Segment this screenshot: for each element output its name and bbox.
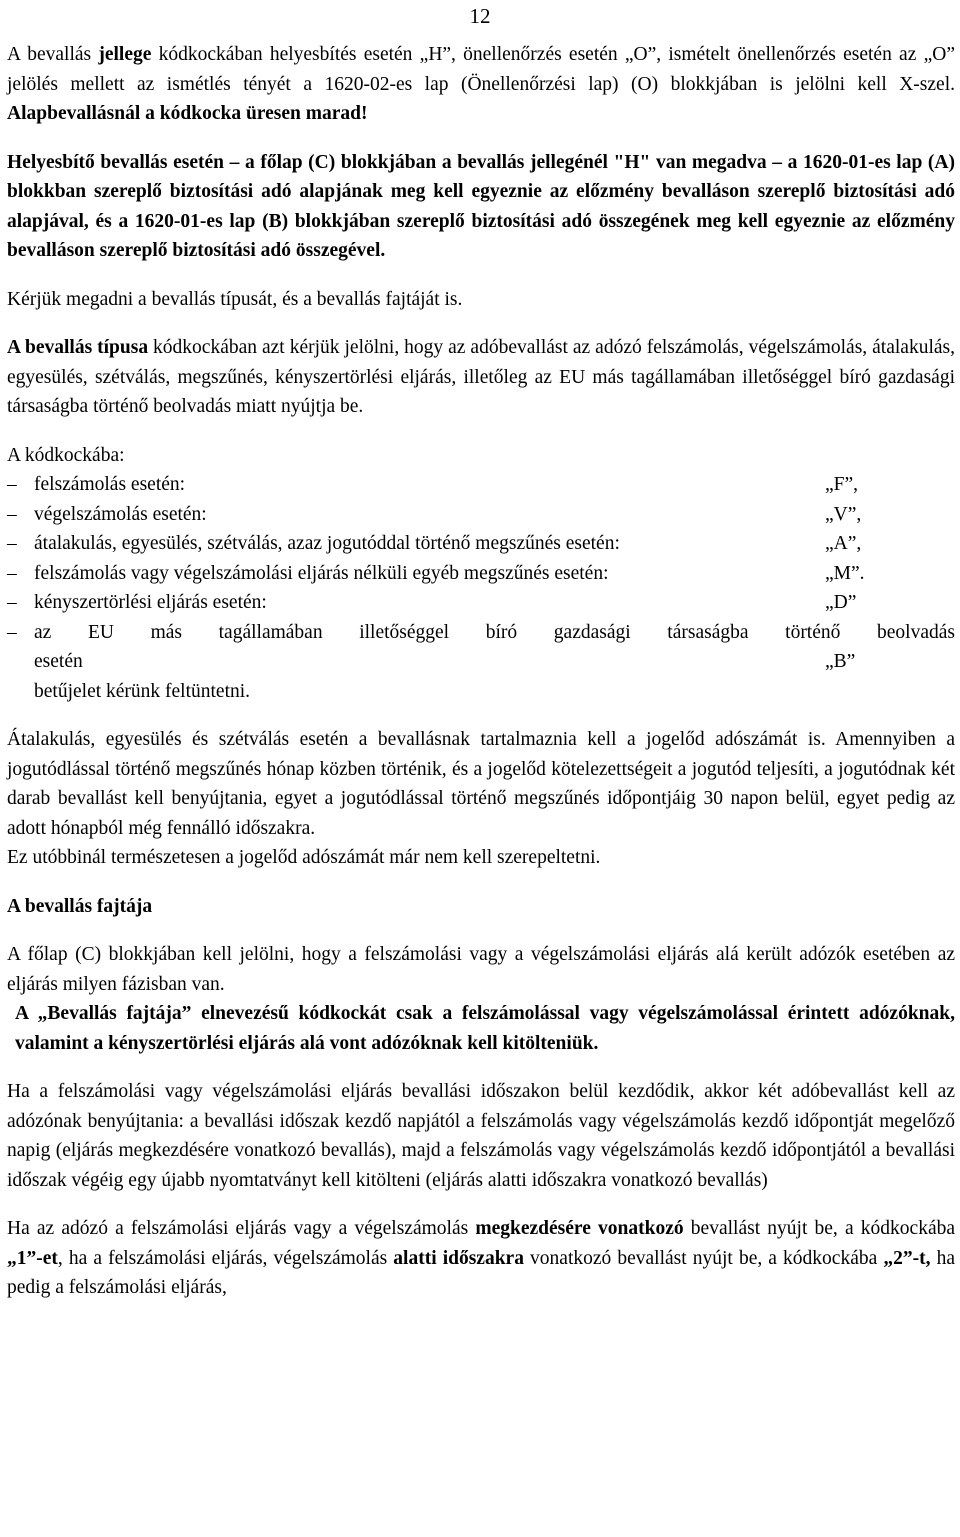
document-body [7,40,955,1303]
list-tail: betűjelet kérünk feltüntetni. [34,680,251,702]
list-item-code: „V”, [825,503,862,525]
dash-bullet: – [7,621,17,643]
section-heading-fajtaja: A bevallás fajtája [7,895,153,917]
bold-term: alatti időszakra [393,1247,524,1269]
paragraph-jogelod-note: Ez utóbbinál természetesen a jogelőd adószámát már nem kell szerepeltetni. [7,847,601,868]
text: A bevallás [7,44,99,65]
paragraph-tipusa [7,333,955,422]
list-item [7,500,955,530]
text: Ha az adózó a felszámolási eljárás vagy a végelszámolás [7,1218,476,1239]
paragraph-folap: A főlap (C) blokkjában kell jelölni, hogy a felszámolási vagy a végelszámolási eljárás alá került adózók esetében az eljárás milyen fázisban van. [7,944,955,995]
paragraph-kodkocka-ertekek [7,1214,955,1303]
dash-bullet: – [7,592,17,613]
list-intro: A kódkockába: [7,444,125,466]
list-item-code: „D” [825,592,857,613]
bold-term-tipusa: A bevallás típusa [7,337,149,358]
list-item-text: végelszámolás esetén: [34,503,207,525]
text: bevallást nyújt be, a kódkockába [683,1218,956,1239]
dash-bullet: – [7,503,17,525]
list-item-text [34,618,955,677]
text: kódkockában helyesbítés esetén „H”, önellenőrzés esetén „O”, ismételt önellenőrzés esetén az „O” jelölés mellett az ismétlés tényét a 1620-02-es lap (Önellenőrzési lap) (O) blokkjában is jelölni kell X-szel. [7,44,955,95]
list-item-text: kényszertörlési eljárás esetén: [34,592,267,613]
bold-term-jellege: jellege [98,44,152,65]
list-item [7,529,955,559]
list-item-line: esetén [34,651,83,672]
list-item-code: „F”, [825,474,859,495]
paragraph-fajtaja-rule: A „Bevallás fajtája” elnevezésű kódkockát csak a felszámolással vagy végelszámolással érintett adózóknak, valamint a kényszertörlési eljárás alá vont adózóknak kell kitölteniük. [15,1003,955,1054]
list-item-text: felszámolás esetén: [34,474,186,495]
list-item-code: „B” [825,651,856,672]
list-item-code: „M”. [825,562,865,584]
dash-bullet: – [7,474,17,495]
paragraph-helyesbito: Helyesbítő bevallás esetén – a főlap (C) blokkjában a bevallás jellegénél "H" van megadva – a 1620-01-es lap (A) blokkban szereplő biztosítási adó alapjának meg kell egyeznie az előzmény bevalláson szereplő biztosítási adó alapjával, és a 1620-01-es lap (B) blokkjában szereplő biztosítási adó összegének meg kell egyeznie az előzmény bevalláson szereplő biztosítási adó összegével. [7,151,955,261]
list-item-line: az EU más tagállamában illetőséggel bíró gazdasági társaságba történő beolvadás [34,621,955,643]
paragraph-ket-bevallas: Ha a felszámolási vagy végelszámolási eljárás bevallási időszakon belül kezdődik, akkor két adóbevallást kell az adózónak benyújtania: a bevallási időszak kezdő napjától a felszámolás vagy végelszámolás kezdő időpontját megelőző napig (eljárás megkezdésére vonatkozó bevallás), majd a felszámolás vagy végelszámolás kezdő időpontjától a bevallási időszak végéig egy újabb nyomtatványt kell kitölteni (eljárás alatti időszakra vonatkozó bevallás) [7,1081,955,1191]
dash-bullet: – [7,533,17,554]
list-item-text: átalakulás, egyesülés, szétválás, azaz jogutóddal történő megszűnés esetén: [34,533,620,554]
paragraph-request: Kérjük megadni a bevallás típusát, és a bevallás fajtáját is. [7,288,463,310]
text: ha pedig a felszámolási eljárás, [7,1247,955,1298]
list-item-line-row [34,647,955,677]
page-number: 12 [469,4,491,28]
text: kódkockában azt kérjük jelölni, hogy az adóbevallást az adózó felszámolás, végelszámolás, átalakulás, egyesülés, szétválás, megszűnés, kényszertörlési eljárás, illetőleg az EU más tagállamában illetőséggel bíró gazdasági társaságba történő beolvadás miatt nyújtja be. [7,337,955,417]
list-item [7,618,955,677]
bold-code-2: „2”-t, [883,1247,931,1269]
list-item [7,588,955,618]
bold-code-1: „1”-et [7,1247,58,1269]
list-item-text: felszámolás vagy végelszámolási eljárás nélküli egyéb megszűnés esetén: [34,562,609,584]
list-item-code: „A”, [825,533,862,554]
list-item [7,559,955,589]
list-item [7,470,955,500]
bold-note-alapbevallas: Alapbevallásnál a kódkocka üresen marad! [7,103,368,124]
text: , ha a felszámolási eljárás, végelszámolás [57,1247,394,1269]
paragraph-atalakulas: Átalakulás, egyesülés és szétválás esetén a bevallásnak tartalmaznia kell a jogelőd adószámát is. Amennyiben a jogutódlással történő megszűnés hónap közben történik, és a jogelőd kötelezettségeit a jogutód teljesíti, a jogutódnak két darab bevallást kell benyújtania, egyet a jogutódlással történő megszűnés időpontjáig 30 napon belül, egyet pedig az adott hónapból még fennálló időszakra. [7,729,955,839]
paragraph-jellege [7,40,955,129]
bold-term: megkezdésére vonatkozó [475,1218,684,1239]
text: vonatkozó bevallást nyújt be, a kódkockába [523,1247,884,1269]
dash-bullet: – [7,562,17,584]
code-list [7,470,955,706]
